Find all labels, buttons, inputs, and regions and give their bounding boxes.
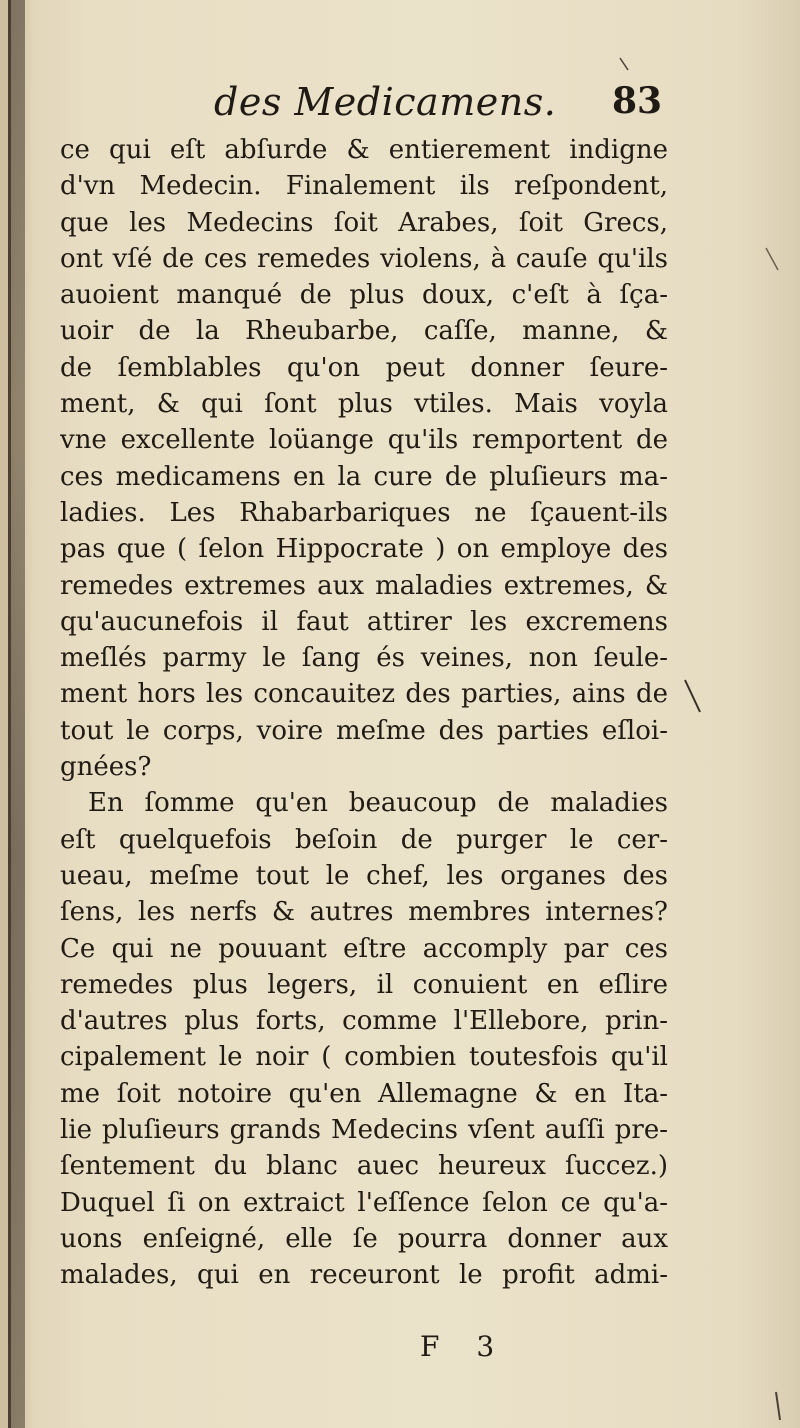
text-line: gnées? (60, 752, 152, 783)
text-line: ladies. Les Rhabarbariques ne ſçauent-ils (60, 497, 668, 528)
text-line: ment, & qui ſont plus vtiles. Mais voyla (60, 389, 668, 420)
binding-gutter (11, 0, 25, 1428)
text-line: remedes plus legers, il conuient en eſlire (60, 969, 668, 1000)
text-line: pas que ( ſelon Hippocrate ) on employe des (60, 534, 668, 565)
text-line: meſlés parmy le ſang és veines, non ſeule- (60, 643, 668, 674)
text-line: malades, qui en receuront le profit admi- (60, 1260, 668, 1291)
signature-mark: F 3 (420, 1330, 509, 1363)
text-line: ment hors les concauitez des parties, ains de (60, 679, 668, 710)
text-line: uons enſeigné, elle ſe pourra donner aux (60, 1223, 668, 1254)
body-text (60, 132, 668, 1294)
running-head (0, 72, 800, 132)
text-line: uoir de la Rheubarbe, caſſe, manne, & (60, 316, 668, 347)
text-line: ſentement du blanc auec heureux ſuccez.) (60, 1151, 668, 1182)
text-line: lie pluſieurs grands Medecins vſent auſſi pre- (60, 1115, 668, 1146)
text-line: d'vn Medecin. Finalement ils reſpondent, (60, 171, 668, 202)
text-line: d'autres plus forts, comme l'Ellebore, prin- (60, 1006, 668, 1037)
text-line: de ſemblables qu'on peut donner ſeure- (60, 352, 668, 383)
text-line: qu'aucunefois il faut attirer les excremens (60, 606, 668, 637)
text-line: que les Medecins ſoit Arabes, ſoit Grecs, (60, 207, 668, 238)
text-line: ces medicamens en la cure de pluſieurs ma- (60, 461, 668, 492)
text-line: ont vſé de ces remedes violens, à cauſe qu'ils (60, 243, 668, 274)
text-line: eſt quelquefois beſoin de purger le cer- (60, 824, 668, 855)
text-line: remedes extremes aux maladies extremes, & (60, 570, 668, 601)
text-line: ueau, meſme tout le chef, les organes des (60, 860, 668, 891)
text-line: cipalement le noir ( combien toutesfois qu'il (60, 1042, 668, 1073)
text-line: Ce qui ne pouuant eſtre accomply par ces (60, 933, 668, 964)
text-line: ſens, les nerfs & autres membres internes? (60, 897, 668, 928)
running-title: des Medicamens. (214, 80, 557, 124)
paragraph-start-line: En ſomme qu'en beaucoup de maladies (88, 788, 668, 819)
page-number: 83 (612, 80, 663, 122)
text-line: auoient manqué de plus doux, c'eſt à ſça- (60, 280, 668, 311)
text-line: ce qui eſt abſurde & entierement indigne (60, 135, 668, 165)
text-line: tout le corps, voire meſme des parties eſloi- (60, 715, 668, 746)
text-line: Duquel ſi on extraict l'eſſence ſelon ce qu'a- (60, 1187, 668, 1218)
text-line: vne excellente loüange qu'ils remportent de (60, 425, 668, 456)
text-line: me ſoit notoire qu'en Allemagne & en Ita- (60, 1078, 668, 1109)
